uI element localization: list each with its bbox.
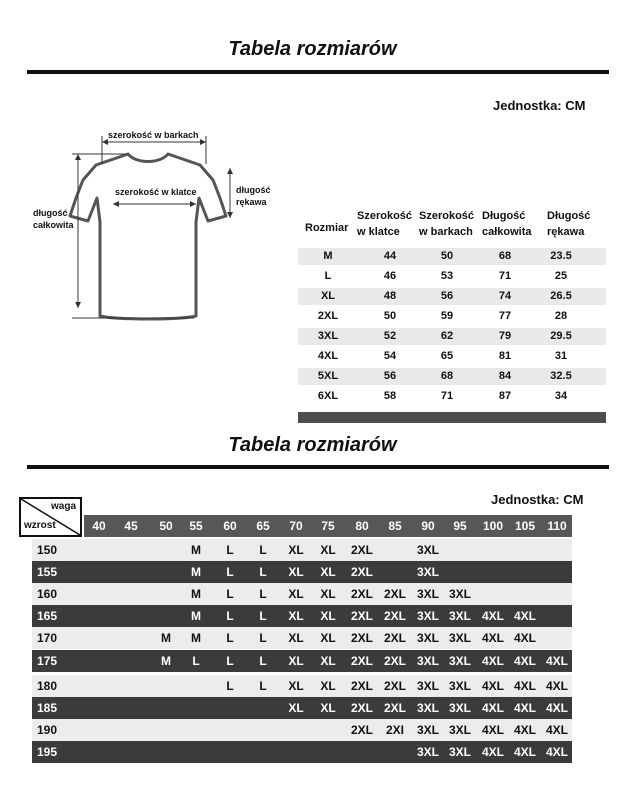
size-cell: 4XL xyxy=(545,723,568,737)
size-cell: 2XL xyxy=(350,587,373,601)
height-value: 150 xyxy=(37,543,58,557)
size-cell: M xyxy=(191,631,201,645)
size-cell: 3XL xyxy=(416,745,439,759)
size-cell: XL xyxy=(320,609,336,623)
size-table-header-line: Rozmiar xyxy=(305,222,349,234)
size-cell: L xyxy=(259,609,267,623)
size-cell: 2XL xyxy=(383,701,406,715)
weight-header-cell: 60 xyxy=(223,519,237,533)
size-table-cell: 46 xyxy=(383,270,397,282)
weight-header-cell: 85 xyxy=(388,519,402,533)
size-table-footer-bar xyxy=(298,412,606,423)
size-cell: 3XL xyxy=(416,701,439,715)
size-table-cell: 79 xyxy=(498,330,512,342)
size-table-row xyxy=(298,268,606,285)
height-row xyxy=(32,561,572,583)
size-cell: XL xyxy=(320,565,336,579)
size-table-cell: 23.5 xyxy=(550,250,572,262)
size-cell: L xyxy=(259,631,267,645)
size-table-cell: 77 xyxy=(498,310,512,322)
weight-header-cell: 55 xyxy=(189,519,203,533)
weight-header-cell: 45 xyxy=(124,519,138,533)
size-table-cell: 32.5 xyxy=(550,370,572,382)
height-row xyxy=(32,650,572,672)
weight-header-cell: 110 xyxy=(547,519,567,533)
weight-header-row xyxy=(84,515,572,537)
size-cell: 3XL xyxy=(416,609,439,623)
height-value: 180 xyxy=(37,679,58,693)
size-table-cell: 81 xyxy=(498,350,512,362)
size-cell: L xyxy=(226,654,234,668)
corner-height-label: wzrost xyxy=(24,520,56,531)
height-row xyxy=(32,697,572,719)
size-cell: XL xyxy=(288,654,304,668)
size-table-header xyxy=(357,208,412,240)
weight-header-cell: 105 xyxy=(514,519,536,533)
weight-header-cell: 95 xyxy=(453,519,467,533)
size-cell: L xyxy=(226,543,234,557)
size-cell: M xyxy=(191,609,201,623)
size-cell: 4XL xyxy=(481,654,504,668)
size-table-cell: 68 xyxy=(440,370,454,382)
size-cell: M xyxy=(191,565,201,579)
size-table-cell: 74 xyxy=(498,290,512,302)
size-table-cell: 28 xyxy=(554,310,568,322)
size-cell: 4XL xyxy=(545,701,568,715)
size-cell: XL xyxy=(288,701,304,715)
size-cell: L xyxy=(259,679,267,693)
section2-unit: Jednostka: CM xyxy=(491,492,584,507)
size-table-cell: 71 xyxy=(440,390,454,402)
weight-header-cell: 80 xyxy=(355,519,369,533)
weight-header-cell: 100 xyxy=(482,519,504,533)
size-cell: 2XL xyxy=(350,679,373,693)
size-table-cell: 2XL xyxy=(317,310,339,322)
size-cell: 2XL xyxy=(383,679,406,693)
size-table-header-line: Długość xyxy=(547,210,591,222)
size-cell: 3XL xyxy=(448,701,471,715)
size-table-header-line: Szerokość xyxy=(357,210,413,222)
size-cell: 3XL xyxy=(416,587,439,601)
size-table-cell: 56 xyxy=(440,290,454,302)
size-cell: M xyxy=(191,587,201,601)
size-table-row xyxy=(298,368,606,385)
size-cell: 4XL xyxy=(481,701,504,715)
size-cell: L xyxy=(259,565,267,579)
size-cell: 4XL xyxy=(545,679,568,693)
size-cell: 4XL xyxy=(481,723,504,737)
size-table-cell: 3XL xyxy=(317,330,339,342)
size-cell: 4XL xyxy=(545,654,568,668)
height-value: 170 xyxy=(37,631,58,645)
size-cell: 4XL xyxy=(513,745,536,759)
height-value: 165 xyxy=(37,609,58,623)
size-cell: 4XL xyxy=(513,609,536,623)
size-table-row xyxy=(298,288,606,305)
size-cell: XL xyxy=(320,701,336,715)
size-cell: XL xyxy=(288,543,304,557)
size-cell: M xyxy=(191,543,201,557)
size-cell: XL xyxy=(288,631,304,645)
size-cell: 3XL xyxy=(416,679,439,693)
height-row xyxy=(32,539,572,561)
size-table-cell: 48 xyxy=(383,290,397,302)
size-table-cell: 44 xyxy=(383,250,397,262)
size-cell: 4XL xyxy=(513,654,536,668)
height-row xyxy=(32,675,572,697)
size-cell: XL xyxy=(320,654,336,668)
size-cell: 2XL xyxy=(350,609,373,623)
size-cell: XL xyxy=(320,543,336,557)
size-cell: 3XL xyxy=(416,723,439,737)
size-table-cell: 53 xyxy=(440,270,454,282)
size-table-cell: 56 xyxy=(383,370,397,382)
size-cell: 3XL xyxy=(448,723,471,737)
size-cell: 3XL xyxy=(448,654,471,668)
size-table-cell: 50 xyxy=(383,310,397,322)
size-cell: 4XL xyxy=(481,609,504,623)
size-cell: 4XL xyxy=(513,723,536,737)
size-table-header-line: całkowita xyxy=(482,226,532,238)
height-value: 195 xyxy=(37,745,58,759)
shoulder-width-label: szerokość w barkach xyxy=(108,130,199,140)
size-cell: M xyxy=(161,654,171,668)
section1-title: Tabela rozmiarów xyxy=(228,38,397,60)
size-cell: 2XL xyxy=(350,543,373,557)
size-table-cell: 68 xyxy=(498,250,512,262)
size-table-row xyxy=(298,328,606,345)
size-cell: L xyxy=(259,587,267,601)
weight-header-cell: 90 xyxy=(421,519,435,533)
weight-header-cell: 50 xyxy=(159,519,173,533)
size-cell: XL xyxy=(288,587,304,601)
size-cell: 2XL xyxy=(383,631,406,645)
size-cell: L xyxy=(192,654,200,668)
size-cell: 2XL xyxy=(350,723,373,737)
weight-height-corner xyxy=(19,497,82,537)
size-cell: 3XL xyxy=(416,565,439,579)
size-cell: L xyxy=(226,631,234,645)
height-row xyxy=(32,605,572,627)
height-value: 190 xyxy=(37,723,58,737)
size-cell: 3XL xyxy=(416,654,439,668)
size-table-cell: 71 xyxy=(498,270,512,282)
size-table-row xyxy=(298,308,606,325)
size-table-cell: 62 xyxy=(440,330,454,342)
weight-header-cell: 40 xyxy=(92,519,106,533)
height-value: 160 xyxy=(37,587,58,601)
size-table-cell: 25 xyxy=(554,270,568,282)
size-table-cell: 52 xyxy=(383,330,397,342)
size-table-header-line: Szerokość xyxy=(419,210,475,222)
size-cell: 3XL xyxy=(416,543,439,557)
size-cell: 4XL xyxy=(481,679,504,693)
size-cell: L xyxy=(226,587,234,601)
size-table-cell: 5XL xyxy=(317,370,339,382)
size-table-cell: 87 xyxy=(498,390,512,402)
size-table-cell: 26.5 xyxy=(550,290,572,302)
section2-divider xyxy=(27,465,609,469)
size-cell: 2XL xyxy=(350,631,373,645)
height-value: 175 xyxy=(37,654,58,668)
size-cell: 2XL xyxy=(383,587,406,601)
size-table-cell: 34 xyxy=(554,390,568,402)
size-cell: 4XL xyxy=(513,631,536,645)
size-cell: XL xyxy=(288,609,304,623)
height-row xyxy=(32,627,572,649)
weight-header-cell: 75 xyxy=(321,519,335,533)
section1-divider xyxy=(27,70,609,74)
size-cell: 2XL xyxy=(383,654,406,668)
size-cell: 3XL xyxy=(448,587,471,601)
size-table-cell: XL xyxy=(320,290,336,302)
section1-unit: Jednostka: CM xyxy=(493,98,586,113)
size-cell: 4XL xyxy=(545,745,568,759)
size-cell: 4XL xyxy=(481,745,504,759)
size-table-cell: L xyxy=(324,270,332,282)
size-table-header-line: w klatce xyxy=(357,226,400,238)
size-table-row xyxy=(298,348,606,365)
size-cell: XL xyxy=(288,565,304,579)
sleeve-length-label-line1: długość xyxy=(236,185,271,195)
size-cell: L xyxy=(226,565,234,579)
size-cell: 3XL xyxy=(416,631,439,645)
size-table-cell: 6XL xyxy=(317,390,339,402)
size-table-header-line: rękawa xyxy=(547,226,585,238)
size-cell: XL xyxy=(288,679,304,693)
size-table-header xyxy=(419,208,474,240)
size-cell: 3XL xyxy=(448,631,471,645)
size-cell: 4XL xyxy=(481,631,504,645)
sleeve-length-label xyxy=(236,184,271,208)
height-row xyxy=(32,583,572,605)
size-table-row xyxy=(298,248,606,265)
size-cell: 2XL xyxy=(350,701,373,715)
size-table-cell: 4XL xyxy=(317,350,339,362)
size-cell: L xyxy=(259,543,267,557)
size-cell: L xyxy=(226,609,234,623)
size-cell: 4XL xyxy=(513,679,536,693)
section2-title: Tabela rozmiarów xyxy=(228,434,397,456)
size-table-row xyxy=(298,388,606,405)
size-table-cell: M xyxy=(323,250,333,262)
size-table-header xyxy=(305,220,348,236)
size-cell: L xyxy=(259,654,267,668)
size-cell: 3XL xyxy=(448,679,471,693)
total-length-label-line2: całkowita xyxy=(33,220,74,230)
size-table-cell: 29.5 xyxy=(550,330,572,342)
size-cell: 2XL xyxy=(350,654,373,668)
total-length-label xyxy=(33,207,74,231)
height-row xyxy=(32,719,572,741)
size-cell: L xyxy=(226,679,234,693)
size-cell: 4XL xyxy=(513,701,536,715)
corner-weight-label: waga xyxy=(51,501,77,512)
weight-header-cell: 70 xyxy=(289,519,303,533)
size-table-cell: 84 xyxy=(498,370,512,382)
size-table-cell: 50 xyxy=(440,250,454,262)
size-table-header-line: w barkach xyxy=(419,226,473,238)
sleeve-length-label-line2: rękawa xyxy=(236,197,267,207)
size-table-cell: 65 xyxy=(440,350,454,362)
size-table-header xyxy=(482,208,532,240)
size-table-header xyxy=(547,208,590,240)
total-length-label-line1: długość xyxy=(33,208,68,218)
size-cell: 3XL xyxy=(448,609,471,623)
size-cell: 2XI xyxy=(385,723,404,737)
size-cell: XL xyxy=(320,587,336,601)
size-table-cell: 54 xyxy=(383,350,397,362)
size-table-cell: 58 xyxy=(383,390,397,402)
size-cell: 3XL xyxy=(448,745,471,759)
size-cell: 2XL xyxy=(350,565,373,579)
size-table-cell: 31 xyxy=(554,350,568,362)
weight-header-cell: 65 xyxy=(256,519,270,533)
size-table-cell: 59 xyxy=(440,310,454,322)
size-cell: M xyxy=(161,631,171,645)
chest-width-label: szerokość w klatce xyxy=(115,187,197,197)
size-cell: XL xyxy=(320,679,336,693)
height-value: 185 xyxy=(37,701,58,715)
height-value: 155 xyxy=(37,565,58,579)
size-cell: 2XL xyxy=(383,609,406,623)
height-row xyxy=(32,741,572,763)
size-table-header-line: Długość xyxy=(482,210,526,222)
size-cell: XL xyxy=(320,631,336,645)
